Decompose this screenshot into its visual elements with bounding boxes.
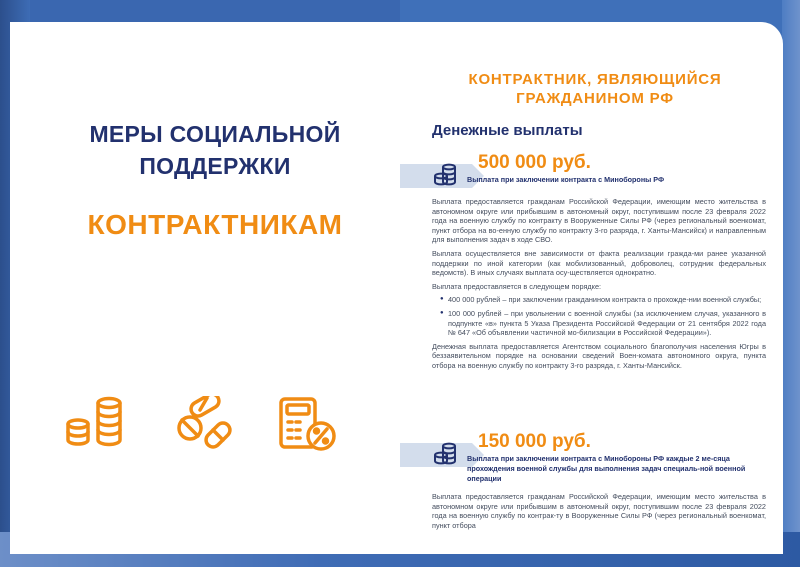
payment-1-description: Выплата при заключении контракта с Минобороны РФ: [467, 175, 665, 184]
left-title: [30, 118, 400, 182]
payment-1-bullets: [432, 295, 766, 337]
coin-stack-icon: [432, 441, 458, 472]
payment-1-header: [400, 154, 780, 200]
calculator-percent-icon: [278, 396, 338, 452]
right-header-line1: КОНТРАКТНИК, ЯВЛЯЮЩИЙСЯ: [468, 71, 722, 88]
coins-icon: [64, 394, 134, 450]
payment-1-paragraph-3: Выплата предоставляется в следующем порядке:: [432, 281, 602, 291]
payment-1-paragraph-2: Выплата осуществляется вне зависимости от факта реализации гражда-ми ранее указанной поддержки по иной категории (как мобилизованный, доброволец, сотрудник федеральных ведомств). В иных случаях выплата осу-ществляется однократно.: [432, 248, 766, 278]
payment-2-header: [400, 431, 780, 483]
payment-1-paragraph-4: Денежная выплата предоставляется Агентством социального благополучия населения Югры в беззаявительном порядке на основании сведений Воен-комата автономного округа, пункта отбора на военную службу по контракту 3-го разряда, г. Ханты-Мансийск.: [432, 341, 766, 370]
payment-2-amount: 150 000 руб.: [478, 431, 591, 452]
left-title-line1: МЕРЫ СОЦИАЛЬНОЙ: [89, 121, 341, 147]
coin-stack-icon: [432, 162, 458, 193]
payment-2-paragraph-1: Выплата предоставляется гражданам Российской Федерации, имеющим место жительства в автономном округе или прибывшим в автономный округ, поступившим после 23 февраля 2022 года на военную службу по контрак-ту в Вооруженные Силы РФ (через региональный военкомат, пункт отбора: [432, 492, 766, 530]
right-header: [430, 70, 760, 108]
section-title: Денежные выплаты: [432, 122, 583, 139]
payment-1-amount: 500 000 руб.: [478, 152, 591, 173]
left-subtitle: КОНТРАКТНИКАМ: [87, 209, 343, 240]
payment-1-bullet-2: ● 100 000 рублей – при увольнении с военной службы (за исключением случая, указанного в подпункте «в» пункта 5 Указа Президента Российской Федерации от 21 сентября 2022 года № 647 «Об объявлении частичной мо-билизации в Российской Федерации»).: [432, 309, 766, 338]
payment-2-body: [432, 492, 766, 534]
left-title-line2: ПОДДЕРЖКИ: [139, 153, 291, 179]
payment-1-paragraph-1: Выплата предоставляется гражданам Российской Федерации, имеющим место жительства в автономном округе или прибывшим в автономный округ, поступившим после 23 февраля 2022 года на военную службу по контракту в Вооруженные Силы РФ (через региональный военкомат, пункт отбора на во-енную службу по контракту 3-го разряда, г. Ханты-Мансийск) и направленным для выполнения задач в ходе СВО.: [432, 197, 766, 245]
page-number: 21: [768, 538, 782, 550]
right-header-line2: ГРАЖДАНИНОМ РФ: [516, 90, 674, 107]
payment-2-description: Выплата при заключении контракта с Минобороны РФ каждые 2 ме-сяца прохождения военной службы для выполнения задач специаль-ной военной операции: [467, 454, 746, 483]
payment-1-bullet-1: ● 400 000 рублей – при заключении гражданином контракта о прохожде-нии военной службы;: [432, 295, 766, 305]
pills-icon: [174, 396, 234, 452]
payment-1-body: [432, 197, 766, 375]
